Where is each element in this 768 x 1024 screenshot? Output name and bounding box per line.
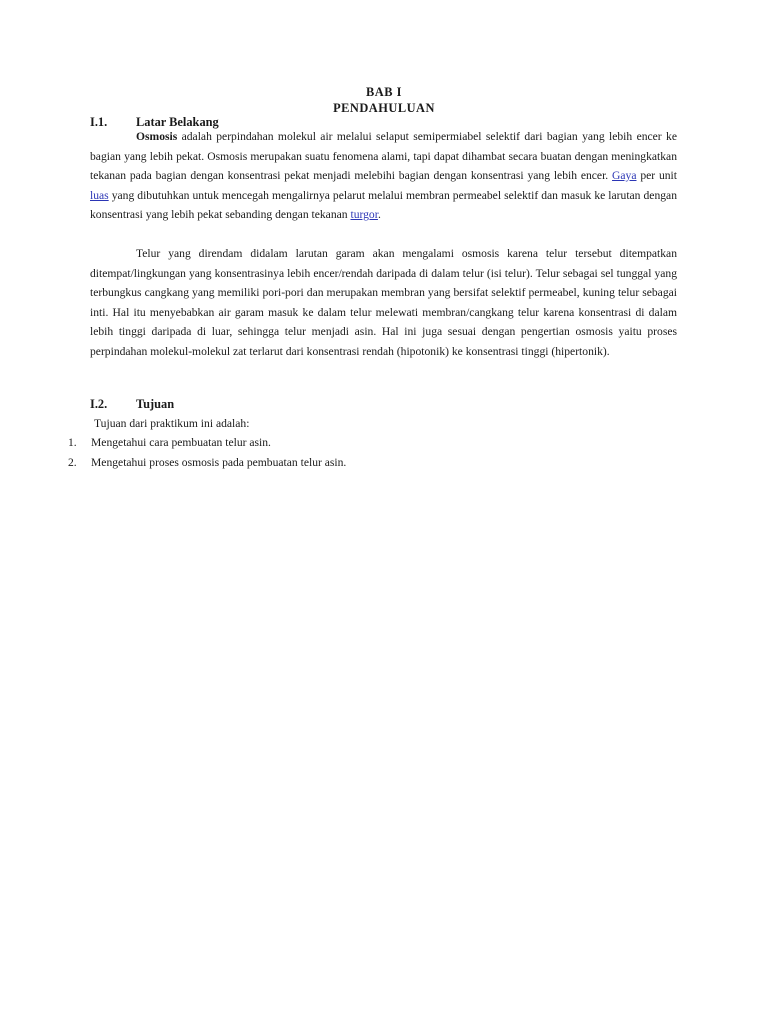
paragraph-osmosis-definition [90, 127, 677, 225]
chapter-title: PENDAHULUAN [333, 101, 435, 115]
goals-intro: Tujuan dari praktikum ini adalah: [94, 417, 250, 430]
link-turgor[interactable]: turgor [350, 208, 378, 221]
section-heading-tujuan [90, 397, 174, 412]
section-number: I.1. [90, 115, 108, 129]
section-title: Tujuan [136, 397, 175, 411]
section-number: I.2. [90, 397, 108, 411]
term-osmosis: Osmosis [136, 130, 178, 143]
link-luas[interactable]: luas [90, 188, 109, 202]
paragraph-text: yang dibutuhkan untuk mencegah mengalirnya pelarut melalui membran permeabel selektif dan masuk ke larutan dengan konsentrasi yang lebih pekat sebanding dengan tekanan [90, 188, 677, 221]
list-text: Mengetahui cara pembuatan telur asin. [91, 436, 271, 449]
paragraph-text: . [377, 208, 381, 221]
paragraph-text: per unit [636, 169, 677, 182]
paragraph-text: adalah perpindahan molekul air melalui selaput semipermiabel selektif dari bagian yang lebih encer ke bagian yang lebih pekat. Osmosis merupakan suatu fenomena alami, tapi dapat dihambat secara buatan dengan meningkatkan tekanan pada bagian dengan konsentrasi pekat menjadi melebihi bagian dengan konsentrasi yang lebih encer. [90, 130, 677, 182]
paragraph-telur-osmosis: Telur yang direndam didalam larutan garam akan mengalami osmosis karena telur tersebut ditempatkan ditempat/lingkungan yang konsentrasinya lebih encer/rendah daripada di dalam telur (isi telur). Telur sebagai sel tunggal yang terbungkus cangkang yang memiliki pori-pori dan merupakan membran yang bersifat selektif permeabel, kuning telur sebagai inti. Hal itu menyebabkan air garam masuk ke dalam telur melewati membran/cangkang telur karena konsentrasi di dalam lebih tinggi daripada di luar, sehingga telur menjadi asin. Hal ini juga sesuai dengan pengertian osmosis yaitu proses perpindahan molekul-molekul zat terlarut dari konsentrasi rendah (hipotonik) ke konsentrasi tinggi (hipertonik). [90, 247, 677, 358]
list-text: Mengetahui proses osmosis pada pembuatan telur asin. [91, 456, 347, 469]
list-number: 2. [68, 456, 77, 469]
chapter-label: BAB I [366, 85, 402, 99]
list-item [68, 436, 271, 449]
list-item [68, 456, 346, 469]
list-number: 1. [68, 436, 77, 449]
link-gaya[interactable]: Gaya [612, 169, 637, 182]
section-title: Latar Belakang [136, 115, 219, 129]
